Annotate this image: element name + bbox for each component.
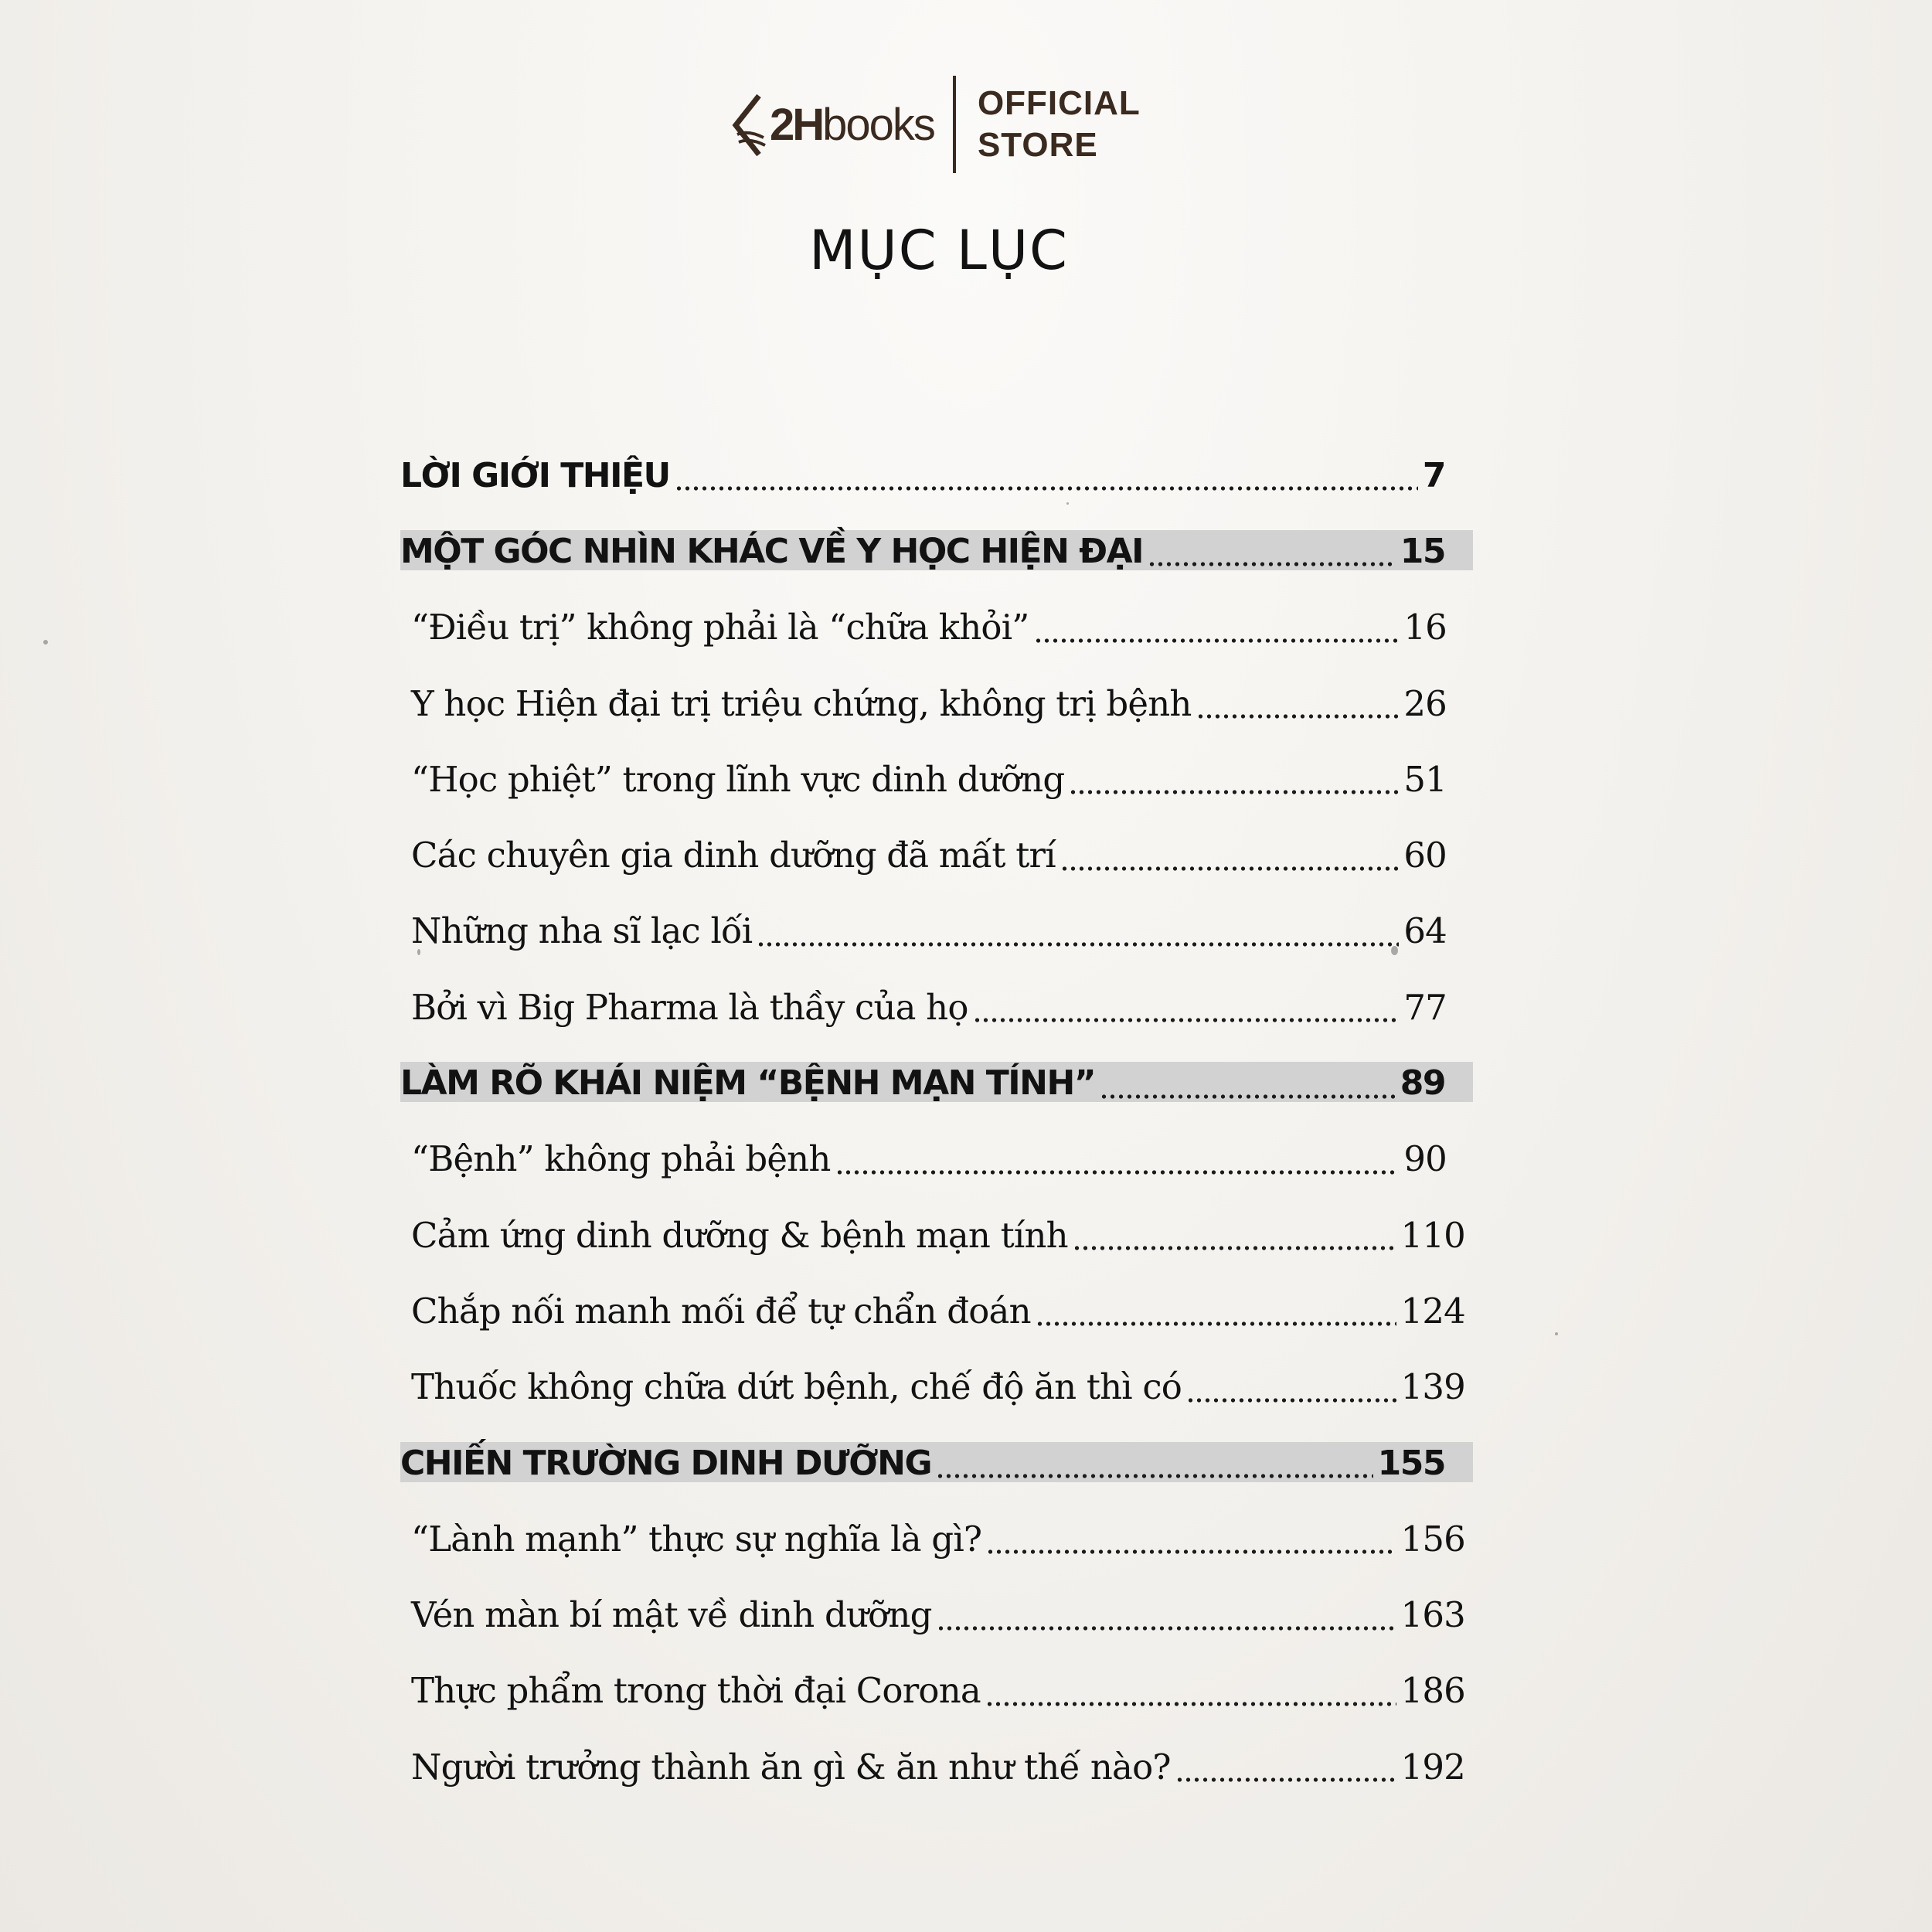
brand-logo (725, 74, 934, 175)
toc-page-number: 90 (1403, 1138, 1447, 1180)
toc-page-number: 124 (1400, 1290, 1465, 1332)
toc-page-number: 77 (1403, 986, 1447, 1028)
dot-leader (1196, 688, 1400, 719)
dot-leader (675, 460, 1418, 491)
dot-leader (1186, 1372, 1396, 1403)
page-title: MỤC LỤC (809, 219, 1069, 282)
toc-item (400, 817, 1473, 893)
toc-label: Chắp nối manh mối để tự chẩn đoán (411, 1290, 1031, 1332)
toc-page-number: 156 (1400, 1518, 1465, 1560)
toc-item (400, 1729, 1473, 1804)
toc-label: “Học phiệt” trong lĩnh vực dinh dưỡng (411, 758, 1065, 800)
toc-page-number: 192 (1400, 1746, 1465, 1787)
toc-page-number: 186 (1400, 1670, 1465, 1712)
toc-label: “Điều trị” không phải là “chữa khỏi” (411, 607, 1029, 648)
store-line-1: OFFICIAL (977, 84, 1141, 122)
toc-item (400, 1273, 1473, 1349)
dot-leader (985, 1675, 1396, 1706)
paper-speck (43, 640, 48, 645)
toc-label: Các chuyên gia dinh dưỡng đã mất trí (411, 835, 1056, 876)
toc-page-number: 7 (1422, 455, 1445, 495)
official-store-label (978, 83, 1141, 166)
toc-label: Bởi vì Big Pharma là thầy của họ (411, 986, 968, 1028)
dot-leader (1073, 1219, 1396, 1250)
toc-section (400, 1425, 1473, 1501)
toc-item (400, 1121, 1473, 1197)
toc-label: “Lành mạnh” thực sự nghĩa là gì? (411, 1518, 982, 1560)
toc-page-number: 139 (1400, 1366, 1465, 1408)
dot-leader (937, 1600, 1396, 1631)
toc-label: LỜI GIỚI THIỆU (400, 455, 670, 495)
dot-leader (1060, 840, 1400, 871)
logo-divider (953, 76, 956, 173)
logo-text-books: books (822, 99, 934, 150)
toc-item (400, 1349, 1473, 1425)
toc-label: “Bệnh” không phải bệnh (411, 1138, 831, 1180)
toc-label: LÀM RÕ KHÁI NIỆM “BỆNH MẠN TÍNH” (400, 1063, 1096, 1104)
toc-page-number: 15 (1400, 531, 1445, 571)
toc-page-number: 110 (1400, 1214, 1465, 1256)
toc-label: CHIẾN TRƯỜNG DINH DƯỠNG (400, 1443, 932, 1483)
dot-leader (1100, 1068, 1396, 1099)
toc-section (400, 513, 1473, 589)
dot-leader (1175, 1751, 1396, 1782)
dot-leader (986, 1523, 1396, 1554)
toc-item (400, 969, 1473, 1045)
dot-leader (1034, 612, 1400, 643)
toc-label: Cảm ứng dinh dưỡng & bệnh mạn tính (411, 1214, 1068, 1256)
toc-section (400, 1045, 1473, 1121)
toc-label: Người trưởng thành ăn gì & ăn như thế nào? (411, 1746, 1171, 1787)
toc-item (400, 665, 1473, 741)
dot-leader (757, 916, 1399, 947)
store-header (725, 74, 1141, 175)
toc-page-number: 155 (1377, 1443, 1445, 1483)
toc-item (400, 590, 1473, 665)
store-line-2: STORE (977, 126, 1098, 164)
toc-page-number: 89 (1400, 1063, 1445, 1104)
toc-page-number: 26 (1403, 682, 1447, 724)
toc-label: Vén màn bí mật về dinh dưỡng (411, 1594, 932, 1636)
toc-page-number: 51 (1403, 758, 1447, 800)
toc-page-number: 163 (1400, 1594, 1465, 1636)
dot-leader (1148, 536, 1396, 566)
toc-item (400, 893, 1473, 969)
paper-speck (1555, 1332, 1558, 1335)
toc-section (400, 437, 1473, 513)
logo-text-2h: 2H (770, 99, 823, 150)
dot-leader (936, 1447, 1373, 1478)
toc-item (400, 1653, 1473, 1729)
dot-leader (973, 992, 1400, 1022)
toc-item (400, 1577, 1473, 1652)
toc-page-number: 16 (1403, 607, 1447, 648)
toc-label: MỘT GÓC NHÌN KHÁC VỀ Y HỌC HIỆN ĐẠI (400, 531, 1144, 571)
book-arrow-icon (725, 90, 768, 159)
toc-item (400, 1501, 1473, 1577)
toc-page-number: 60 (1403, 835, 1447, 876)
dot-leader (1069, 764, 1399, 794)
table-of-contents (400, 437, 1473, 1804)
toc-item (400, 741, 1473, 817)
toc-label: Y học Hiện đại trị triệu chứng, không trị bệnh (411, 682, 1192, 724)
toc-label: Thực phẩm trong thời đại Corona (411, 1670, 981, 1712)
toc-item (400, 1197, 1473, 1273)
toc-page-number: 64 (1403, 910, 1447, 952)
dot-leader (835, 1144, 1400, 1175)
dot-leader (1036, 1295, 1396, 1326)
toc-label: Những nha sĩ lạc lối (411, 910, 753, 952)
toc-label: Thuốc không chữa dứt bệnh, chế độ ăn thì có (411, 1366, 1182, 1408)
